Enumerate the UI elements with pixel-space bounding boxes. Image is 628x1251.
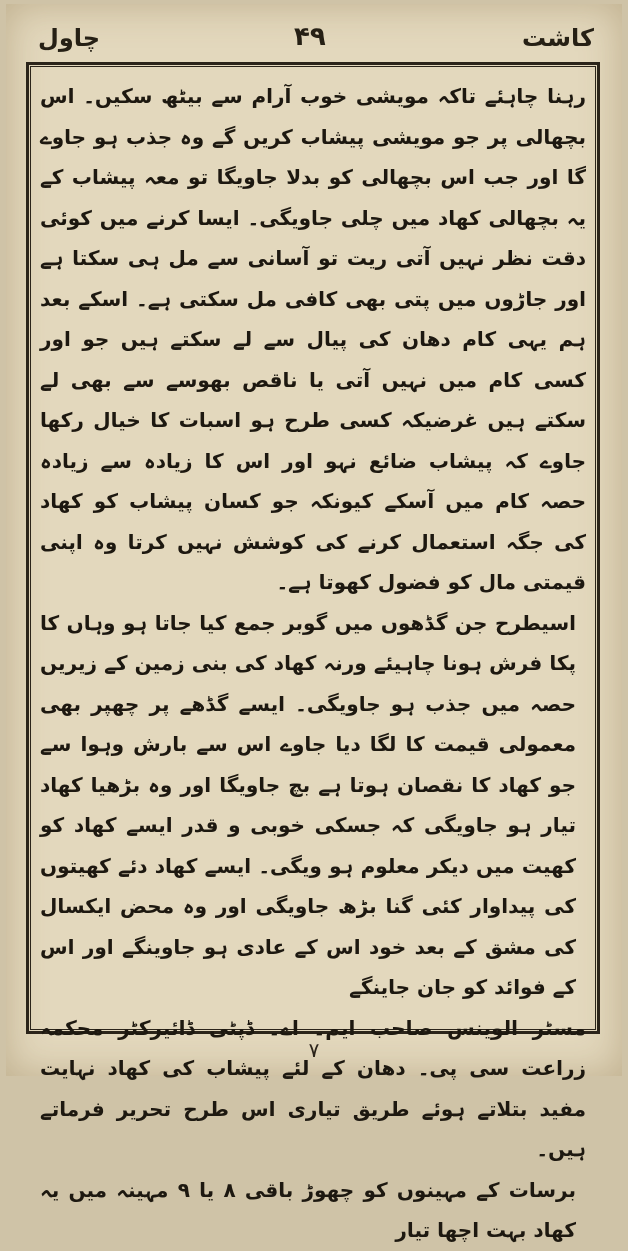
paragraph-3: مسٹر الوینس صاحب ایم۔ اے۔ ڈپٹی ڈائیرکٹر محکمہ زراعت سی پی۔ دھان کے لئے پیشاب کی کھاد نہایت مفید بتلاتے ہوئے طریق تیاری اس طرح تحریر فرماتے ہیں۔ [40,1015,586,1161]
paragraph-1: رہنا چاہئے تاکہ مویشی خوب آرام سے بیٹھ سکیں۔ اس بچھالی پر جو مویشی پیشاب کریں گے وہ جذب ہو جاوے گا اور جب اس بچھالی کو بدلا جاویگا تو معہ پیشاب کے یہ بچھالی کھاد میں چلی جاویگی۔ ایسا کرنے میں کوئی دقت نظر نہیں آتی ریت تو آسانی سے مل ہی سکتا ہے اور جاڑوں میں پتی بھی کافی مل سکتی ہے۔ اسکے بعد ہم یہی کام دھان کی پیال سے لے سکتے ہیں جو اور کسی کام میں نہیں آتی یا ناقص بھوسے سے بھی لے سکتے ہیں غرضیکہ کسی طرح ہو اسبات کا خیال رکھا جاوے کہ پیشاب ضائع نہو اور اس کا زیادہ سے زیادہ حصہ کام میں آسکے کیونکہ جو کسان پیشاب کو کھاد کی جگہ استعمال کرنے کی کوشش نہیں کرتا وہ اپنی قیمتی مال کو فضول کھوتا ہے۔ [40,84,586,594]
running-topic: چاول [38,24,101,52]
paragraph-2: اسیطرح جن گڈھوں میں گوبر جمع کیا جاتا ہو وہاں کا پکا فرش ہونا چاہیئے ورنہ کھاد کی بنی زمین کے زیریں حصہ میں جذب ہو جاویگی۔ ایسے گڈھے پر چھپر بھی معمولی قیمت کا لگا دیا جاوے اس سے بارش وہوا سے جو کھاد کا نقصان ہوتا ہے بچ جاویگا اور وہ بڑھیا کھاد تیار ہو جاویگی کہ جسکی خوبی و قدر ایسے کھاد کو کھیت میں دیکر معلوم ہو ویگی۔ ایسے کھاد دئے کھیتوں کی پیداوار کئی گنا بڑھ جاویگی اور وہ محض ایکسال کی مشق کے بعد خود اس کے عادی ہو جاوینگے اور اس کے فوائد کو جان جاینگے [40,610,576,999]
paragraph-4: برسات کے مہینوں کو چھوڑ باقی ۸ یا ۹ مہینہ میں یہ کھاد بہت اچھا تیار [40,1177,576,1242]
book-page [6,4,622,1242]
body-text [40,76,586,1251]
page-header [6,4,622,64]
signature-mark: ۷ [308,1038,320,1062]
chapter-title: کاشت [522,24,594,52]
page-number: ۴۹ [294,22,326,52]
